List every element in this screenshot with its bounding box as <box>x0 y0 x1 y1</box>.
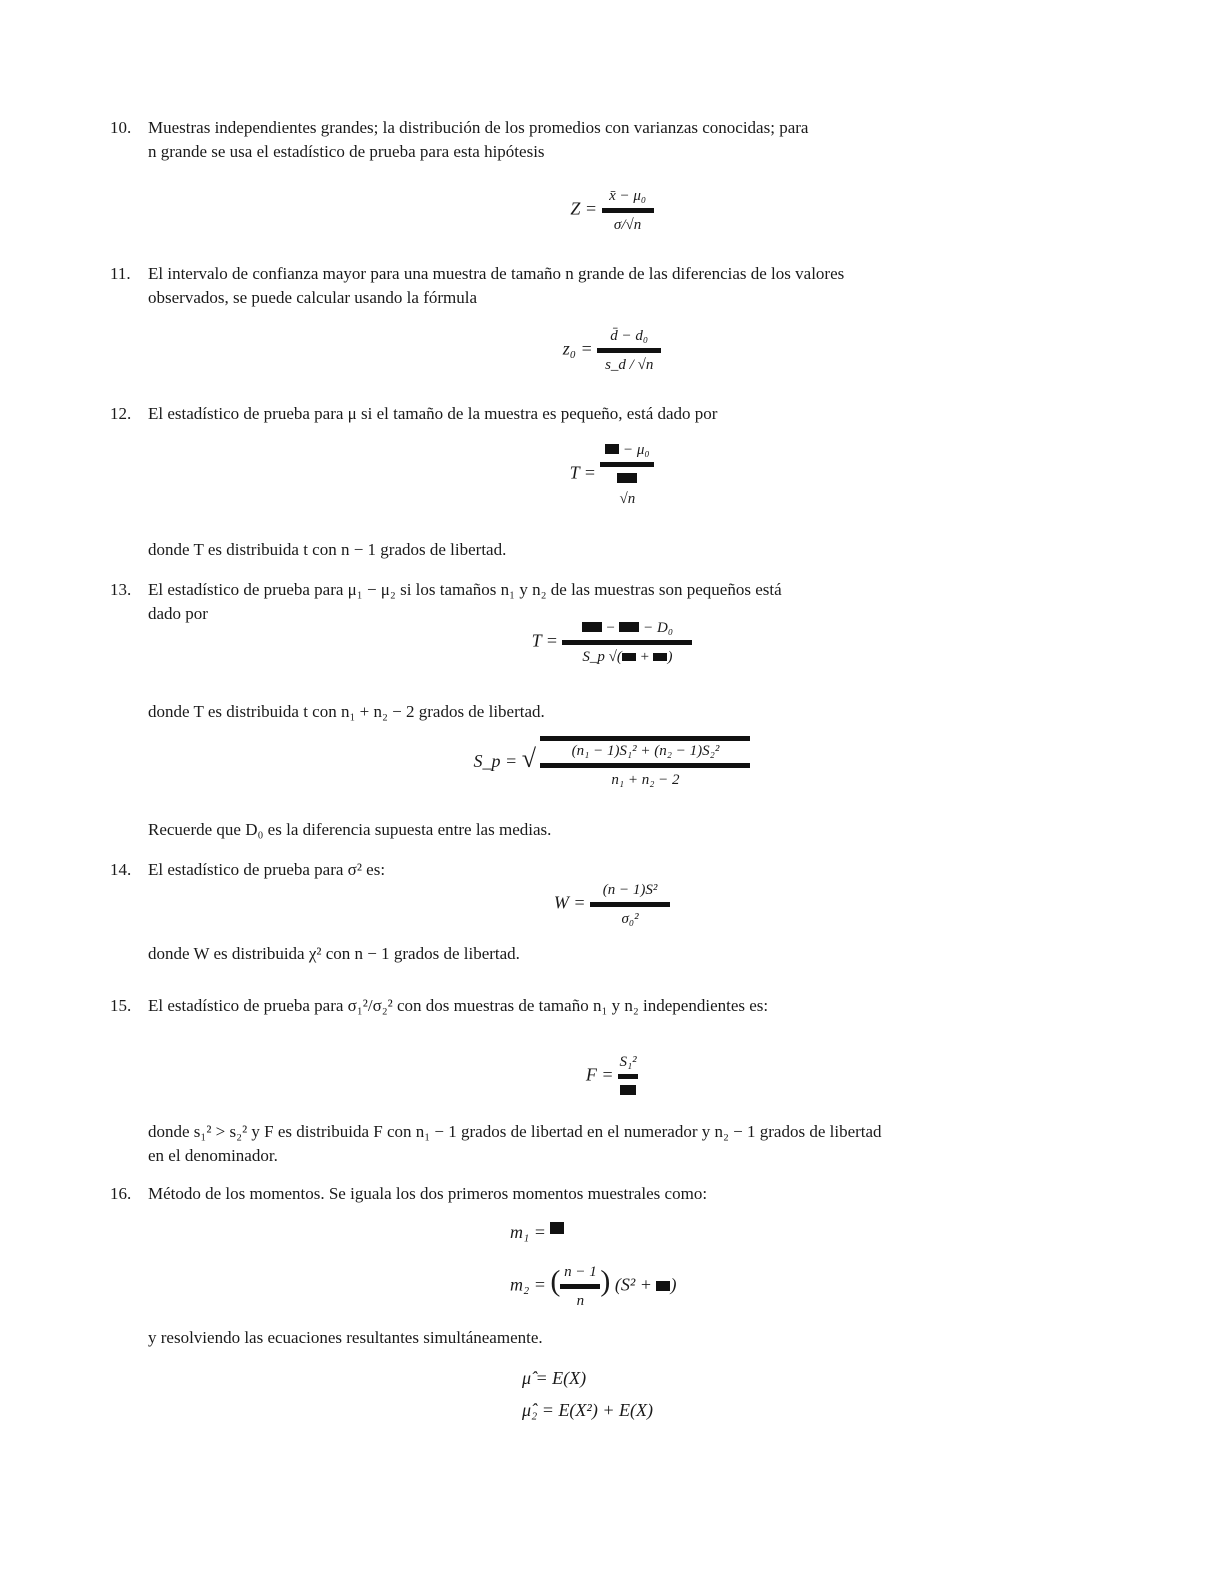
item-number: 15. <box>110 996 132 1015</box>
item-text-line: Método de los momentos. Se iguala los dos primeros momentos muestrales como: <box>148 1184 708 1203</box>
note-text-line: donde s₁² > s₂² y F es distribuida F con n₁ − 1 grados de libertad en el numerador y n₂ − 1 grados de libertad <box>148 1122 882 1141</box>
item-text <box>148 1182 1102 1206</box>
item-number: 12. <box>110 404 132 423</box>
item-text <box>148 994 1102 1018</box>
equation-lhs: T = <box>569 462 596 483</box>
item-number: 16. <box>110 1184 132 1203</box>
equation-16b: m₂ = ( n − 1 n ) (S² + ) <box>510 1264 677 1309</box>
equation-10 <box>0 186 1224 235</box>
equation-14 <box>0 880 1224 929</box>
fraction: n − 1 n <box>560 1262 600 1311</box>
equation-11 <box>0 326 1224 375</box>
item-text <box>148 858 1102 882</box>
item-text <box>148 262 1102 310</box>
equation-13 <box>0 618 1224 667</box>
equation-16c: μ̂ = E(X) <box>522 1368 587 1388</box>
equation-15 <box>0 1052 1224 1101</box>
equation-16d: μ̂₂ = E(X²) + E(X) <box>522 1400 653 1420</box>
item-number: 13. <box>110 580 132 599</box>
fraction: d̄ − d₀ s_d / √n <box>597 326 661 375</box>
note-text <box>148 1120 1102 1168</box>
item-text-line: El estadístico de prueba para σ₁²/σ₂² con dos muestras de tamaño n₁ y n₂ independientes es: <box>148 996 769 1015</box>
equation-lhs: F = <box>585 1064 614 1085</box>
list-item-11 <box>110 262 1102 310</box>
list-item-15 <box>110 994 1102 1018</box>
equation-lhs: W = <box>553 892 586 913</box>
note-text: donde T es distribuida t con n − 1 grados de libertad. <box>148 540 507 559</box>
equation-16a <box>510 1222 910 1243</box>
item-text-line: El estadístico de prueba para σ² es: <box>148 860 386 879</box>
equation-12 <box>0 440 1224 509</box>
item-number: 11. <box>110 264 131 283</box>
list-item-16 <box>110 1182 1102 1206</box>
note-text: Recuerde que D₀ es la diferencia supuesta entre las medias. <box>148 820 552 839</box>
equation-lhs: z₀ = <box>562 338 593 359</box>
list-item-14 <box>110 858 1102 882</box>
item-text-line: n grande se usa el estadístico de prueba para esta hipótesis <box>148 142 545 161</box>
fraction: S₁² <box>618 1052 638 1101</box>
equation-lhs: Z = <box>570 198 598 219</box>
note-text: donde W es distribuida χ² con n − 1 grados de libertad. <box>148 944 520 963</box>
item-text-line: El intervalo de confianza mayor para una muestra de tamaño n grande de las diferencias de los valores <box>148 264 845 283</box>
item-number: 10. <box>110 118 132 137</box>
fraction: − − D₀ S_p √( + ) <box>562 618 692 667</box>
list-item-10 <box>110 116 1102 164</box>
item-text-line: El estadístico de prueba para μ₁ − μ₂ si los tamaños n₁ y n₂ de las muestras son pequeños está <box>148 580 782 599</box>
item-number: 14. <box>110 860 132 879</box>
note-text: donde T es distribuida t con n₁ + n₂ − 2 grados de libertad. <box>148 702 545 721</box>
equation-13b: S_p = √ (n₁ − 1)S₁² + (n₂ − 1)S₂² n₁ + n₂ − 2 <box>0 736 1224 790</box>
equation-lhs: m₁ = <box>510 1222 546 1242</box>
item-text-line: El estadístico de prueba para μ si el tamaño de la muestra es pequeño, está dado por <box>148 404 718 423</box>
item-text-line: observados, se puede calcular usando la fórmula <box>148 288 478 307</box>
fraction: − μ₀ √n <box>600 440 654 509</box>
item-text <box>148 402 1102 426</box>
equation-lhs: S_p = <box>473 751 518 772</box>
note-text-line: en el denominador. <box>148 1146 278 1165</box>
item-text-line: Muestras independientes grandes; la distribución de los promedios con varianzas conocidas; para <box>148 118 809 137</box>
item-text <box>148 116 1102 164</box>
list-item-12 <box>110 402 1102 426</box>
equation-lhs: m₂ = <box>510 1274 546 1295</box>
fraction: (n₁ − 1)S₁² + (n₂ − 1)S₂² n₁ + n₂ − 2 <box>540 736 750 790</box>
fraction: (n − 1)S² σ₀² <box>590 880 670 929</box>
item-text-line: dado por <box>148 604 208 623</box>
fraction: x̄ − μ₀ σ/√n <box>602 186 654 235</box>
equation-lhs: T = <box>531 630 558 651</box>
note-text: y resolviendo las ecuaciones resultantes simultáneamente. <box>148 1328 543 1347</box>
